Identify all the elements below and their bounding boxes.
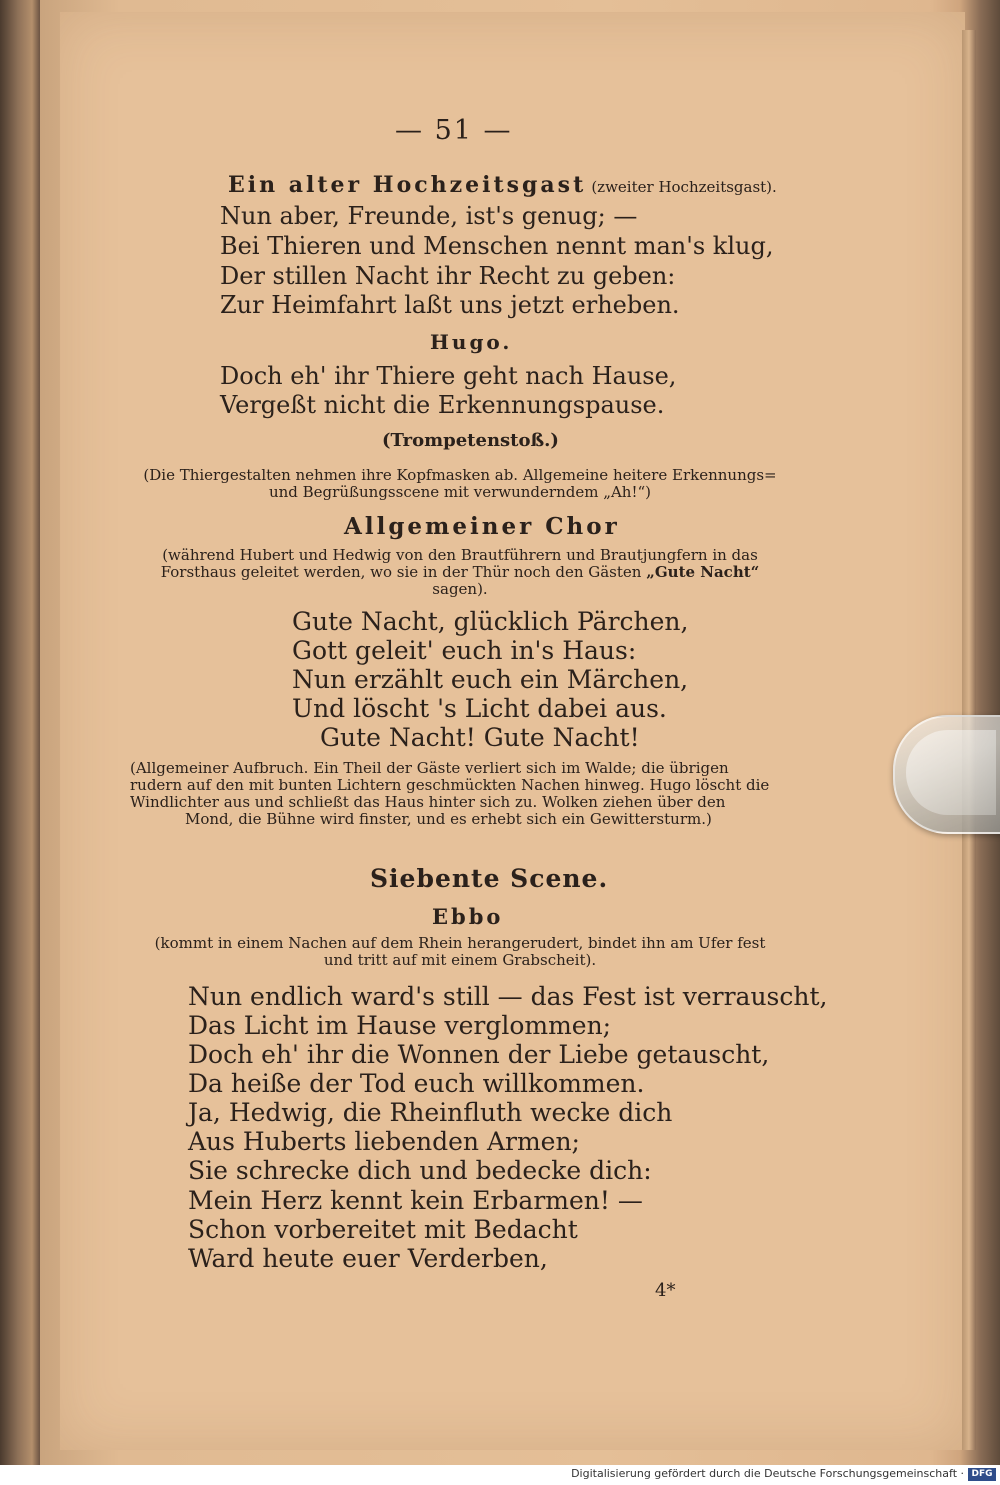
stage-text: Forsthaus geleitet werden, wo sie in der Thür noch den Gästen [160, 563, 647, 581]
page-number: — 51 — [395, 115, 513, 146]
speaker-line [228, 172, 777, 198]
footer-credit: Digitalisierung gefördert durch die Deutsche Forschungsgemeinschaft · [571, 1467, 964, 1480]
stage-direction: sagen). [432, 580, 488, 598]
stage-direction: (Trompetenstoß.) [382, 430, 559, 451]
speaker-name: Ebbo [432, 904, 504, 929]
verse-line: Schon vorbereitet mit Bedacht [188, 1215, 578, 1244]
verse-line: Ward heute euer Verderben, [188, 1244, 548, 1273]
verse-line: Da heiße der Tod euch willkommen. [188, 1069, 645, 1098]
stage-direction: (während Hubert und Hedwig von den Brautführern und Brautjungfern in das [162, 546, 758, 564]
stage-direction [130, 564, 790, 581]
stage-direction: Mond, die Bühne wird finster, und es erhebt sich ein Gewittersturm.) [185, 810, 712, 828]
verse-line: Mein Herz kennt kein Erbarmen! — [188, 1186, 643, 1215]
footer-bar [0, 1465, 1000, 1485]
verse-line: Aus Huberts liebenden Armen; [188, 1127, 580, 1156]
stage-direction: und Begrüßungsscene mit verwunderndem „Ah!“) [268, 483, 652, 501]
stage-direction: Windlichter aus und schließt das Haus hinter sich zu. Wolken ziehen über den [130, 793, 726, 811]
verse-line: Und löscht 's Licht dabei aus. [292, 694, 667, 723]
verse-line: Nun endlich ward's still — das Fest ist verrauscht, [188, 982, 828, 1011]
verse-line: Der stillen Nacht ihr Recht zu geben: [220, 262, 676, 290]
stage-direction: (Die Thiergestalten nehmen ihre Kopfmasken ab. Allgemeine heitere Erkennungs= [143, 466, 777, 484]
verse-line: Vergeßt nicht die Erkennungspause. [220, 391, 665, 419]
verse-line: Gute Nacht, glücklich Pärchen, [292, 607, 689, 636]
verse-line: Zur Heimfahrt laßt uns jetzt erheben. [220, 291, 680, 319]
verse-line: Doch eh' ihr Thiere geht nach Hause, [220, 362, 677, 390]
verse-line: Nun erzählt euch ein Märchen, [292, 665, 689, 694]
page-clip-highlight [906, 730, 996, 815]
speaker-name: Ein alter Hochzeitsgast [228, 172, 587, 198]
verse-line: Sie schrecke dich und bedecke dich: [188, 1156, 652, 1185]
verse-line: Nun aber, Freunde, ist's genug; — [220, 202, 638, 230]
verse-line: Gott geleit' euch in's Haus: [292, 636, 637, 665]
verse-line: Doch eh' ihr die Wonnen der Liebe getauscht, [188, 1040, 770, 1069]
verse-line: Ja, Hedwig, die Rheinfluth wecke dich [188, 1098, 673, 1127]
stage-direction: (Allgemeiner Aufbruch. Ein Theil der Gäste verliert sich im Walde; die übrigen [130, 759, 729, 777]
dfg-logo: DFG [968, 1468, 996, 1481]
stage-direction: rudern auf den mit bunten Lichtern geschmückten Nachen hinweg. Hugo löscht die [130, 776, 770, 794]
verse-line: Bei Thieren und Menschen nennt man's klug, [220, 232, 774, 260]
verse-line: Das Licht im Hause verglommen; [188, 1011, 612, 1040]
stage-quote: „Gute Nacht“ [646, 563, 760, 581]
scene-title: Siebente Scene. [370, 864, 609, 893]
speaker-name: Allgemeiner Chor [344, 513, 620, 540]
stage-direction: (kommt in einem Nachen auf dem Rhein herangerudert, bindet ihn am Ufer fest [154, 934, 766, 952]
stage-direction: und tritt auf mit einem Grabscheit). [323, 951, 597, 969]
verse-line: Gute Nacht! Gute Nacht! [320, 723, 640, 752]
book-spine [0, 0, 40, 1465]
speaker-name: Hugo. [430, 330, 513, 354]
signature-mark: 4* [655, 1280, 676, 1301]
speaker-note: (zweiter Hochzeitsgast). [591, 178, 777, 196]
